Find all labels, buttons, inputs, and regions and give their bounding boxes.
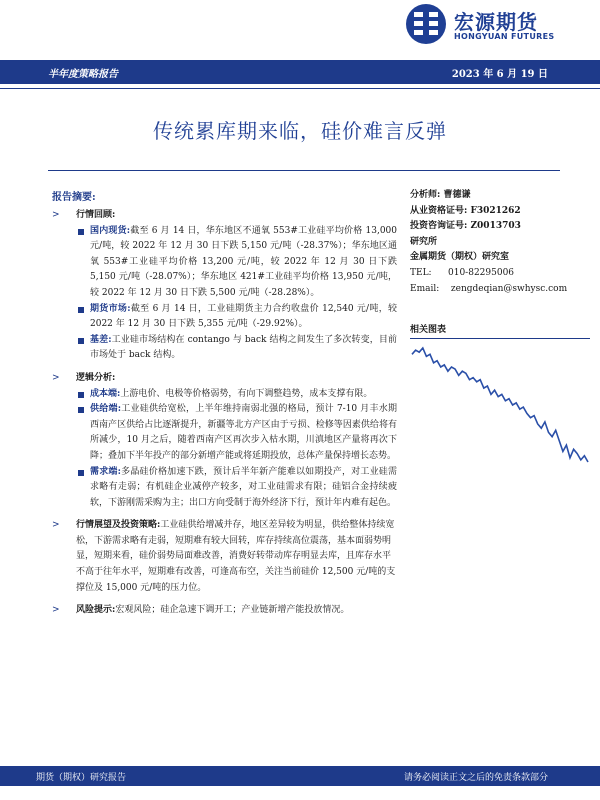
institute: 研究所 — [410, 236, 438, 247]
qualification-row — [410, 204, 590, 220]
section-title: 行情回顾: — [76, 210, 116, 220]
item-label: 需求端: — [90, 466, 121, 477]
tel-row — [410, 266, 590, 282]
section-arrow-icon: > — [52, 520, 60, 531]
list-item — [76, 465, 397, 512]
square-bullet-icon — [78, 470, 84, 476]
list-item — [76, 224, 397, 302]
report-title: 传统累库期来临，硅价难言反弹 — [153, 119, 447, 143]
qualification-number: F3021262 — [470, 205, 521, 216]
chart-heading: 相关图表 — [410, 322, 590, 339]
consulting-number: Z0013703 — [470, 221, 521, 232]
footer-left: 期货（期权）研究报告 — [36, 773, 127, 783]
header-bar — [0, 60, 600, 84]
item-label: 成本端: — [90, 388, 121, 399]
item-text: 截至 6 月 14 日，工业硅期货主力合约收盘价 12,540 元/吨，较 2022 年 12 月 30 日下跌 5,355 元/吨（-29.92%）。 — [90, 303, 398, 330]
summary-heading: 报告摘要: — [52, 192, 96, 203]
consulting-label: 投资咨询证号: — [410, 221, 468, 232]
email-row — [410, 282, 590, 298]
item-label: 供给端: — [90, 404, 122, 415]
section-text: 工业硅供给增减并存，地区差异较为明显，供给整体持续宽松，下游需求略有走弱，短期难有较大回转，库存持续高位震荡，基本面弱势明显，短期来看，硅价弱势局面难改善，消费好转带动库存明显去库，且库存水平不高于往年水平，短期难有改善，可逢高布空，关注当前硅价 12,500 元/吨的支撑位及 15,000 元/吨的压力位。 — [76, 520, 396, 593]
item-label: 国内现货: — [90, 225, 131, 236]
list-item — [76, 333, 397, 364]
square-bullet-icon — [78, 338, 84, 344]
item-label: 期货市场: — [90, 303, 131, 314]
department: 金属期货（期权）研究室 — [410, 252, 510, 263]
report-date: 2023 年 6 月 19 日 — [451, 69, 548, 80]
section-text: 宏观风险；硅企急速下调开工；产业链新增产能投放情况。 — [115, 605, 350, 616]
item-text: 工业硅供给宽松，上半年维持南弱北强的格局，预计 7-10 月丰水期西南产区供给占比逐渐提升，新疆等北方产区由于亏损、检修等因素供给将有所减少，10 月之后，随着西南产区再次步入枯水期，川滇地区产量将再次下降；叠加下半年投产的部分新增产能或将延期投放，总体产量保持增长态势。 — [90, 404, 397, 461]
header-rule — [0, 88, 600, 89]
section-title: 行情展望及投资策略: — [76, 520, 161, 531]
qualification-label: 从业资格证号: — [410, 205, 468, 216]
section-title: 风险提示: — [76, 605, 116, 616]
hongyuan-logo-icon — [404, 2, 448, 46]
square-bullet-icon — [78, 407, 84, 413]
analyst-info — [410, 188, 590, 297]
email-label: Email: — [410, 283, 440, 294]
list-item — [76, 402, 397, 464]
logo-name-cn: 宏源期货 — [454, 10, 538, 34]
footer-bar — [0, 766, 600, 786]
list-item — [76, 302, 397, 333]
section-logic — [52, 371, 397, 511]
section-risk — [52, 603, 397, 619]
tel-label: TEL: — [410, 267, 432, 278]
section-arrow-icon: > — [52, 210, 60, 220]
analyst-label: 分析师: — [410, 190, 441, 200]
section-arrow-icon: > — [52, 372, 60, 383]
section-outlook — [52, 518, 397, 596]
square-bullet-icon — [78, 392, 84, 398]
consulting-row — [410, 219, 590, 235]
email-address[interactable]: zengdeqian@swhysc.com — [450, 283, 568, 294]
summary-body — [52, 208, 397, 626]
footer-right: 请务必阅读正文之后的免责条款部分 — [403, 773, 548, 783]
square-bullet-icon — [78, 229, 84, 235]
item-text: 上游电价、电极等价格弱势，有向下调整趋势，成本支撑有限。 — [120, 388, 373, 399]
tel-number: 010-82295006 — [448, 267, 515, 278]
title-rule — [48, 170, 560, 171]
section-title: 逻辑分析: — [76, 372, 116, 383]
analyst-name: 曹德谦 — [443, 190, 471, 200]
logo-name-en: HONGYUAN FUTURES — [454, 32, 555, 41]
section-review — [52, 208, 397, 364]
list-item — [76, 387, 397, 403]
section-arrow-icon: > — [52, 605, 60, 616]
item-label: 基差: — [90, 334, 112, 345]
square-bullet-icon — [78, 307, 84, 313]
series-line — [412, 348, 588, 462]
report-type: 半年度策略报告 — [48, 69, 118, 80]
item-text: 截至 6 月 14 日，华东地区不通氧 553#工业硅平均价格 13,000 元/吨，较 2022 年 12 月 30 日下跌 5,150 元/吨（-28.37%）；华东地区通氧 553#工业硅平均价格 13,200 元/吨，较 2022 年 12 月 30 日下跌 5,150 元/吨（-28.07%）；华东地区 421#工业硅平均价格 13,950 元/吨，较 2022 年 12 月 30 日下跌 5,500 元/吨（-28.28%）。 — [90, 225, 398, 298]
analyst-row — [410, 188, 590, 204]
item-text: 工业硅市场结构在 contango 与 back 结构之间发生了多次转变，目前市场处于 back 结构。 — [90, 334, 397, 361]
item-text: 多晶硅价格加速下跌，预计后半年新产能难以如期投产，对工业硅需求略有走弱；有机硅企业减停产较多，对工业硅需求有限；硅铝合金持续疲软，下游刚需采购为主；出口方向受制于海外经济下行，预计年内难有起色。 — [90, 466, 397, 508]
price-line-chart — [410, 340, 590, 470]
company-logo — [404, 2, 564, 46]
